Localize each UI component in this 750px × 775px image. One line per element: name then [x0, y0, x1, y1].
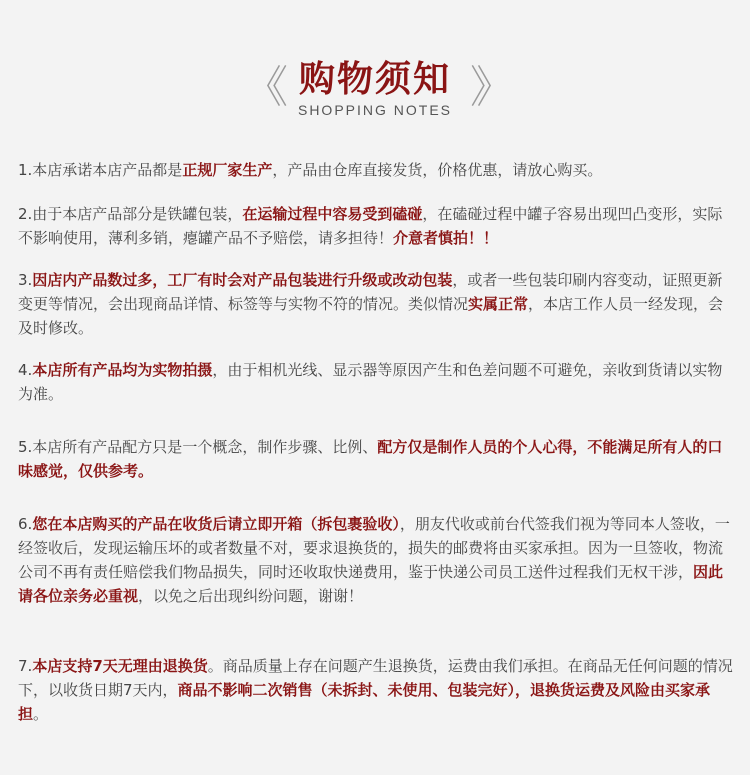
note-7-seg-1: 7. [18, 657, 33, 675]
note-4-seg-3: ，由于相机光线、显示器等原因产生和色差问题不可避免，亲收到货请以实物为准。 [18, 361, 723, 403]
right-bracket: 》 [470, 62, 514, 113]
note-2-seg-4: 介意者慎拍！！ [393, 229, 499, 247]
note-7-seg-4: 商品不影响二次销售（未拆封、未使用、包装完好），退换货运费及风险由买家承担 [18, 681, 711, 723]
page-subtitle: SHOPPING NOTES [297, 102, 453, 118]
note-2-seg-1: 2.由于本店产品部分是铁罐包装， [18, 205, 243, 223]
note-3-seg-5: ，本店工作人员一经发现，会及时修改。 [18, 295, 724, 337]
note-7 [18, 654, 734, 726]
note-5-seg-1: 5.本店所有产品配方只是一个概念，制作步骤、比例、 [18, 438, 378, 456]
note-5-seg-2: 配方仅是制作人员的个人心得，不能满足所有人的口味感觉，仅供参考。 [18, 438, 723, 480]
note-3-seg-1: 3. [18, 271, 33, 289]
note-2 [18, 202, 734, 250]
note-6 [18, 512, 734, 608]
note-1 [18, 158, 734, 182]
note-2-seg-3: ，在磕碰过程中罐子容易出现凹凸变形，实际不影响使用，薄利多销，瘪罐产品不予赔偿，请多担待！ [18, 205, 723, 247]
note-7-seg-3: 。商品质量上存在问题产生退换货，运费由我们承担。在商品无任何问题的情况下，以收货日期7天内， [18, 657, 733, 699]
note-7-seg-2: 本店支持7天无理由退换货 [32, 657, 208, 675]
note-3-seg-3: ，或者一些包装印刷内容变动，证照更新变更等情况，会出现商品详情、标签等与实物不符的情况。类似情况 [18, 271, 723, 313]
note-3-seg-4: 实属正常 [468, 295, 529, 313]
note-5 [18, 435, 734, 483]
note-6-seg-3: ，朋友代收或前台代签我们视为等同本人签收，一经签收后，发现运输压坏的或者数量不对，要求退换货的，损失的邮费将由买家承担。因为一旦签收，物流公司不再有责任赔偿我们物品损失，同时还收取快递费用，鉴于快递公司员工送件过程我们无权干涉， [18, 515, 730, 581]
note-3 [18, 268, 734, 340]
note-2-seg-2: 在运输过程中容易受到磕碰 [242, 205, 423, 223]
note-6-seg-2: 您在本店购买的产品在收货后请立即开箱（拆包裹验收） [32, 515, 400, 533]
note-1-seg-1: 1.本店承诺本店产品都是 [18, 161, 183, 179]
note-3-seg-2: 因店内产品数过多，工厂有时会对产品包装进行升级或改动包装 [32, 271, 453, 289]
left-bracket: 《 [244, 62, 288, 113]
note-6-seg-1: 6. [18, 515, 33, 533]
note-7-seg-5: 。 [33, 705, 49, 723]
note-4-seg-1: 4. [18, 361, 33, 379]
note-4-seg-2: 本店所有产品均为实物拍摄 [32, 361, 213, 379]
note-6-seg-4: 因此请各位亲务必重视 [18, 563, 724, 605]
note-6-seg-5: ，以免之后出现纠纷问题，谢谢！ [138, 587, 364, 605]
header [0, 52, 750, 132]
note-1-seg-3: ，产品由仓库直接发货，价格优惠，请放心购买。 [272, 161, 603, 179]
page-title: 购物须知 [298, 59, 451, 100]
note-1-seg-2: 正规厂家生产 [182, 161, 273, 179]
note-4 [18, 358, 734, 406]
